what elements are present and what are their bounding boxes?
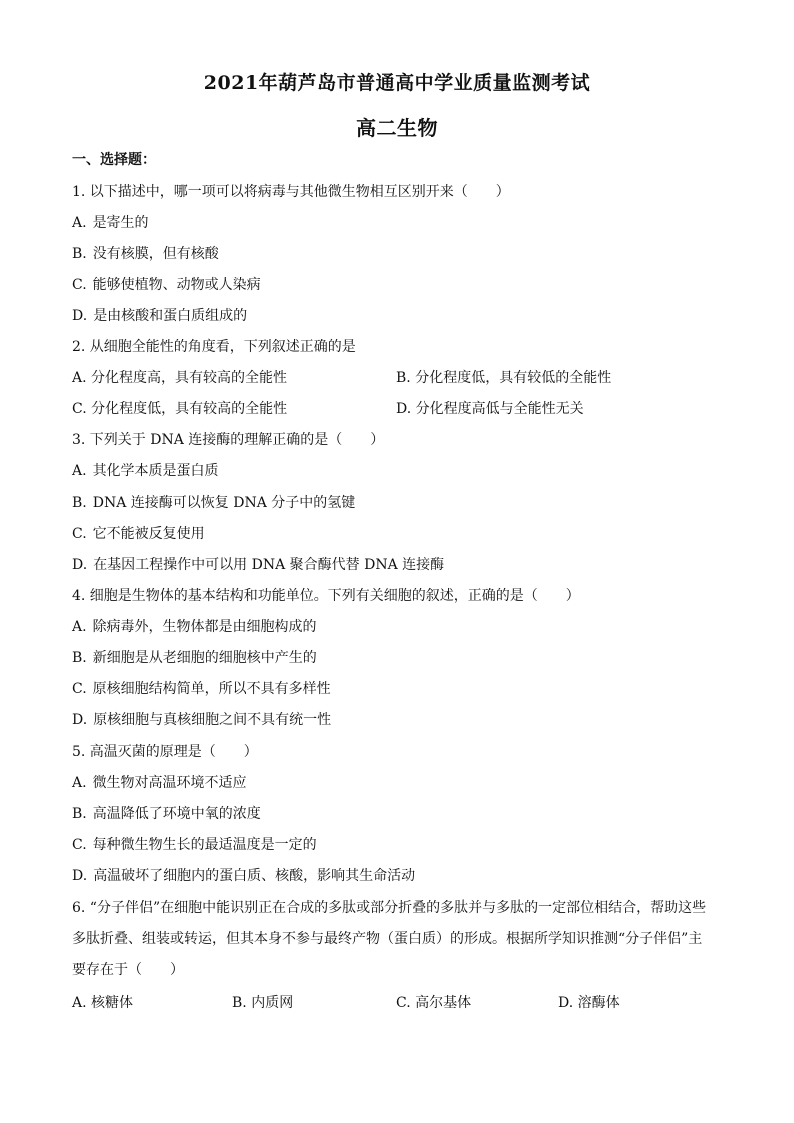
option-label: A. (72, 619, 87, 635)
question-2-option-b[interactable] (396, 368, 611, 388)
option-label: D. (396, 401, 412, 417)
question-1-option-b[interactable] (72, 244, 219, 264)
option-text: 原核细胞结构简单，所以不具有多样性 (92, 681, 331, 697)
question-4-stem: 4. 细胞是生物体的基本结构和功能单位。下列有关细胞的叙述，正确的是（ ） (72, 588, 580, 604)
question-1-option-d[interactable] (72, 306, 247, 326)
question-5-option-d[interactable] (72, 866, 415, 886)
option-text: 没有核膜，但有核酸 (92, 246, 219, 262)
option-text: 核糖体 (91, 995, 134, 1011)
option-text: 是由核酸和蛋白质组成的 (93, 308, 248, 324)
question-2-option-d[interactable] (396, 399, 584, 419)
option-text: 每种微生物生长的最适温度是一定的 (92, 837, 317, 853)
option-text: 分化程度低，具有较低的全能性 (415, 370, 612, 386)
option-label: D. (72, 868, 88, 884)
question-6-stem-line-3: 要存在于（ ） (72, 962, 184, 978)
exam-subtitle: 高二生物 (356, 116, 438, 140)
option-text: 分化程度高低与全能性无关 (415, 401, 584, 417)
option-label: D. (558, 995, 574, 1011)
option-label: C. (72, 837, 87, 853)
option-label: D. (72, 308, 88, 324)
question-6-option-b[interactable] (232, 993, 293, 1013)
question-1-stem: 1. 以下描述中，哪一项可以将病毒与其他微生物相互区别开来（ ） (72, 184, 510, 200)
option-text: 高温降低了环境中氧的浓度 (92, 806, 261, 822)
question-4-option-c[interactable] (72, 679, 331, 699)
option-label: A. (72, 370, 87, 386)
option-label: D. (72, 557, 88, 573)
option-label: B. (72, 246, 87, 262)
option-label: A. (72, 463, 87, 479)
question-3-option-a[interactable] (72, 461, 219, 481)
option-label: D. (72, 712, 88, 728)
question-2-option-c[interactable] (72, 399, 287, 419)
question-5-option-b[interactable] (72, 804, 261, 824)
question-6-option-d[interactable] (558, 993, 620, 1013)
option-label: C. (72, 681, 87, 697)
option-text: 能够使植物、动物或人染病 (92, 277, 261, 293)
option-text: 原核细胞与真核细胞之间不具有统一性 (93, 712, 332, 728)
question-6-stem (72, 893, 724, 986)
question-3-stem: 3. 下列关于 DNA 连接酶的理解正确的是（ ） (72, 432, 385, 448)
option-text: 分化程度高，具有较高的全能性 (91, 370, 288, 386)
question-5-option-a[interactable] (72, 773, 247, 793)
option-label: C. (72, 401, 87, 417)
option-label: B. (72, 806, 87, 822)
option-label: C. (72, 526, 87, 542)
question-2-option-a[interactable] (72, 368, 287, 388)
question-6-stem-line-1: 6. “分子伴侣”在细胞中能识别正在合成的多肽或部分折叠的多肽并与多肽的一定部位相结合，帮助这些 (72, 900, 707, 916)
option-text: 其化学本质是蛋白质 (92, 463, 219, 479)
option-text: 高温破坏了细胞内的蛋白质、核酸，影响其生命活动 (93, 868, 416, 884)
option-text: 内质网 (251, 995, 294, 1011)
option-text: 分化程度低，具有较高的全能性 (91, 401, 288, 417)
option-label: C. (396, 995, 411, 1011)
option-text: 溶酶体 (577, 995, 620, 1011)
section-heading: 一、选择题： (72, 152, 156, 168)
option-text: 微生物对高温环境不适应 (92, 775, 247, 791)
question-6-option-c[interactable] (396, 993, 471, 1013)
question-5-stem: 5. 高温灭菌的原理是（ ） (72, 744, 258, 760)
option-text: 在基因工程操作中可以用 DNA 聚合酶代替 DNA 连接酶 (93, 557, 445, 573)
option-label: C. (72, 277, 87, 293)
option-label: B. (72, 650, 87, 666)
option-label: B. (396, 370, 411, 386)
question-3-option-c[interactable] (72, 524, 205, 544)
question-1-option-c[interactable] (72, 275, 261, 295)
option-label: B. (232, 995, 247, 1011)
question-6-stem-line-2: 多肽折叠、组装或转运，但其本身不参与最终产物（蛋白质）的形成。根据所学知识推测“分子伴侣”主 (72, 931, 703, 947)
exam-title: 2021年葫芦岛市普通高中学业质量监测考试 (203, 72, 591, 94)
question-3-option-b[interactable] (72, 493, 355, 513)
question-4-option-b[interactable] (72, 648, 317, 668)
option-text: 是寄生的 (92, 215, 149, 231)
question-5-option-c[interactable] (72, 835, 317, 855)
option-text: DNA 连接酶可以恢复 DNA 分子中的氢键 (92, 495, 356, 511)
question-6-option-a[interactable] (72, 993, 133, 1013)
option-label: A. (72, 775, 87, 791)
question-3-option-d[interactable] (72, 555, 444, 575)
option-label: A. (72, 215, 87, 231)
option-text: 高尔基体 (415, 995, 472, 1011)
question-2-stem: 2. 从细胞全能性的角度看，下列叙述正确的是 (72, 339, 356, 355)
option-label: B. (72, 495, 87, 511)
question-1-option-a[interactable] (72, 213, 149, 233)
option-text: 除病毒外，生物体都是由细胞构成的 (92, 619, 317, 635)
question-4-option-d[interactable] (72, 710, 331, 730)
option-text: 它不能被反复使用 (92, 526, 205, 542)
option-text: 新细胞是从老细胞的细胞核中产生的 (92, 650, 317, 666)
option-label: A. (72, 995, 87, 1011)
question-4-option-a[interactable] (72, 617, 317, 637)
